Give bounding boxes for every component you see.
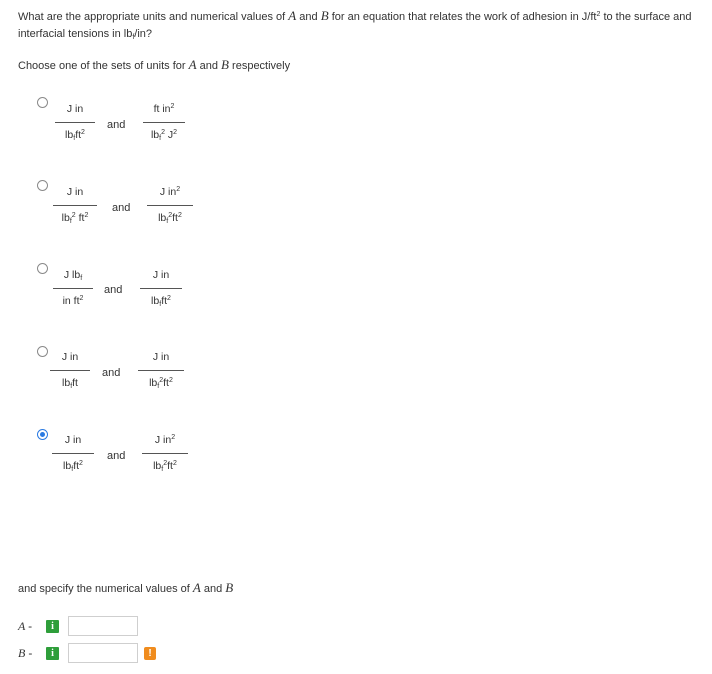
answer-b-label: B - [18, 646, 33, 660]
option-3-radio[interactable] [37, 263, 48, 274]
option-1-fraction-b: ft $in^2$ $lb_f^2$ $J^2$ [141, 103, 187, 141]
answer-a-info-icon[interactable]: i [46, 620, 59, 633]
option-5-radio[interactable] [37, 429, 48, 440]
option-1-and: and [107, 119, 126, 131]
instruction-text: Choose one of the sets of units for A and B respectively [18, 57, 291, 72]
option-4-radio[interactable] [37, 346, 48, 357]
option-5-fraction-a: J in $lb_fft^2$ [50, 434, 96, 472]
answer-b-info-icon[interactable]: i [46, 647, 59, 660]
option-2-and: and [112, 202, 131, 214]
answer-b-warning-icon: ! [144, 647, 156, 660]
option-1-fraction-a: J in $lb_fft^2$ [52, 103, 98, 141]
option-2-fraction-a: J in $lb_f^2$ $ft^2$ [52, 186, 98, 224]
option-3-fraction-a: J $lb_f$ in $ft^2$ [50, 269, 96, 307]
option-5-and: and [107, 450, 126, 462]
numerical-values-prompt: and specify the numerical values of A and B [18, 580, 234, 595]
question-text: What are the appropriate units and numerical values of A and B for an equation that relates the work of adhesion in $J/ft^2$ to the surface and interfacial tensions in $lb_f/in$? [18, 8, 692, 41]
option-3-and: and [104, 284, 123, 296]
option-2-radio[interactable] [37, 180, 48, 191]
option-1-radio[interactable] [37, 97, 48, 108]
option-4-fraction-b: J in $lb_f^2ft^2$ [137, 351, 185, 389]
option-2-fraction-b: J $in^2$ $lb_f^2ft^2$ [146, 186, 194, 224]
option-5-fraction-b: J $in^2$ $lb_f^2ft^2$ [141, 434, 189, 472]
answer-b-input[interactable] [68, 643, 138, 663]
option-3-fraction-b: J in $lb_fft^2$ [138, 269, 184, 307]
answer-a-input[interactable] [68, 616, 138, 636]
option-4-and: and [102, 367, 121, 379]
option-4-fraction-a: J in $lb_fft$ [48, 351, 92, 389]
answer-a-label: A - [18, 619, 33, 633]
